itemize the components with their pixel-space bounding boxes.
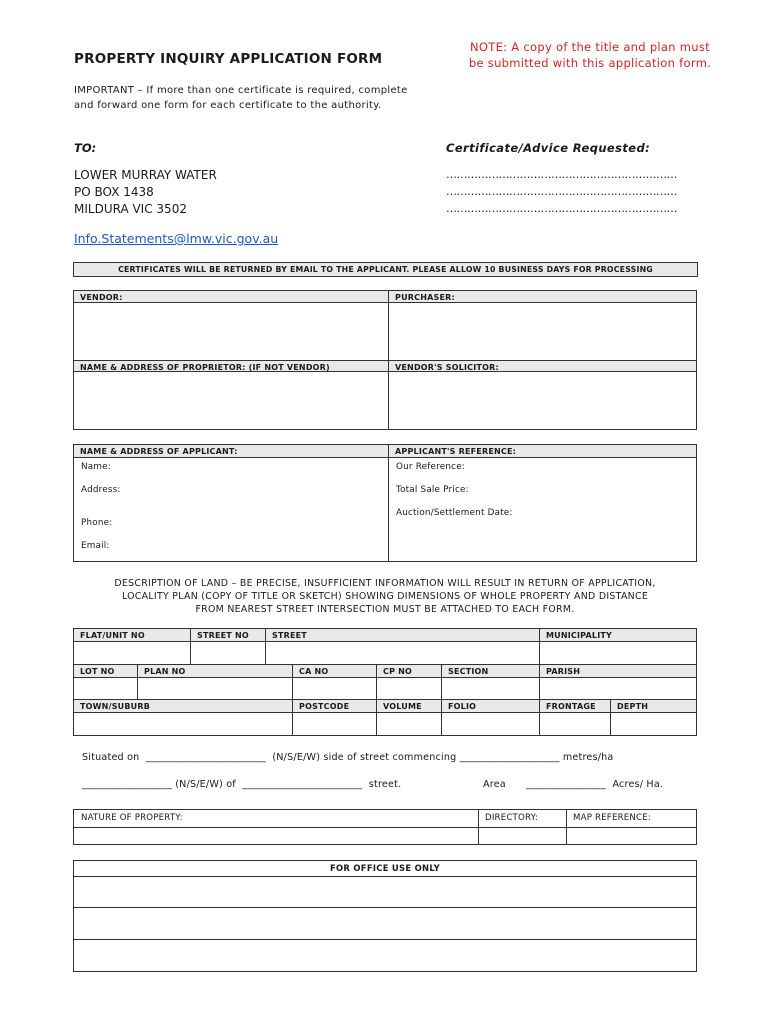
vendor-label: VENDOR: — [80, 293, 123, 302]
directory-field[interactable] — [479, 828, 565, 844]
recipient-line-3: MILDURA VIC 3502 — [74, 202, 187, 216]
applicant-email-field[interactable]: Email: — [81, 541, 110, 551]
situated-line-2[interactable]: __________________ (N/S/E/W) of ________________________ street. — [82, 779, 402, 790]
flat-unit-no-field[interactable] — [75, 642, 189, 664]
map-reference-label: MAP REFERENCE: — [573, 813, 651, 823]
ca-no-label: CA NO — [299, 667, 329, 676]
certificate-dots-1[interactable]: ………………………………………………………… — [446, 168, 677, 181]
street-label: STREET — [272, 631, 307, 640]
plan-no-field[interactable] — [138, 677, 291, 699]
parish-field[interactable] — [540, 677, 695, 699]
important-line-2: and forward one form for each certificate to the authority. — [74, 100, 382, 111]
important-line-1: IMPORTANT – If more than one certificate is required, complete — [74, 85, 408, 96]
lot-no-field[interactable] — [75, 677, 136, 699]
situated-line-1[interactable]: Situated on ________________________ (N/S/E/W) side of street commencing ____________________ metres/ha — [82, 752, 614, 763]
nature-of-property-field[interactable] — [75, 828, 477, 844]
cp-no-label: CP NO — [383, 667, 413, 676]
total-sale-price-field[interactable]: Total Sale Price: — [396, 485, 469, 495]
certificate-dots-2[interactable]: ………………………………………………………… — [446, 185, 677, 198]
map-reference-field[interactable] — [567, 828, 695, 844]
folio-label: FOLIO — [448, 702, 477, 711]
office-use-box — [73, 860, 697, 972]
office-use-row[interactable] — [75, 877, 695, 907]
volume-label: VOLUME — [383, 702, 422, 711]
title-plan-note — [440, 39, 740, 71]
street-no-label: STREET NO — [197, 631, 249, 640]
description-line-1: DESCRIPTION OF LAND – BE PRECISE, INSUFFICIENT INFORMATION WILL RESULT IN RETURN OF APPLICATION, — [114, 578, 656, 589]
cp-no-field[interactable] — [377, 677, 440, 699]
recipient-line-2: PO BOX 1438 — [74, 185, 154, 199]
applicant-name-field[interactable]: Name: — [81, 462, 111, 472]
street-field[interactable] — [266, 642, 538, 664]
applicant-box — [73, 444, 697, 562]
to-label: TO: — [74, 141, 97, 155]
proprietor-field[interactable] — [75, 374, 387, 428]
solicitor-field[interactable] — [390, 374, 696, 428]
applicant-name-address-label: NAME & ADDRESS OF APPLICANT: — [80, 447, 238, 456]
directory-label: DIRECTORY: — [485, 813, 538, 823]
certificate-dots-3[interactable]: ………………………………………………………… — [446, 202, 677, 215]
office-use-header: FOR OFFICE USE ONLY — [329, 863, 441, 873]
street-no-field[interactable] — [191, 642, 264, 664]
vendor-field[interactable] — [75, 304, 387, 359]
town-suburb-field[interactable] — [75, 712, 291, 734]
recipient-line-1: LOWER MURRAY WATER — [74, 168, 217, 182]
important-notice — [74, 83, 434, 113]
recipient-address — [74, 167, 217, 218]
flat-unit-no-label: FLAT/UNIT NO — [80, 631, 145, 640]
proprietor-label: NAME & ADDRESS OF PROPRIETOR: (IF NOT VENDOR) — [80, 363, 330, 372]
our-reference-field[interactable]: Our Reference: — [396, 462, 465, 472]
lot-no-label: LOT NO — [80, 667, 115, 676]
applicant-address-field[interactable]: Address: — [81, 485, 121, 495]
ca-no-field[interactable] — [293, 677, 375, 699]
vendor-purchaser-header-row — [74, 291, 696, 303]
property-details-box — [73, 809, 697, 845]
volume-field[interactable] — [377, 712, 440, 734]
postcode-label: POSTCODE — [299, 702, 350, 711]
frontage-label: FRONTAGE — [546, 702, 596, 711]
nature-of-property-label: NATURE OF PROPERTY: — [81, 813, 183, 823]
land-description-instructions — [80, 577, 690, 616]
section-field[interactable] — [442, 677, 538, 699]
land-details-grid — [73, 628, 697, 736]
note-line-2: be submitted with this application form. — [468, 56, 712, 70]
certificate-requested-fields[interactable] — [446, 166, 677, 217]
purchaser-label: PURCHASER: — [395, 293, 455, 302]
certificate-requested-label: Certificate/Advice Requested: — [446, 141, 651, 155]
recipient-email-link[interactable]: Info.Statements@lmw.vic.gov.au — [74, 231, 279, 246]
applicant-reference-label: APPLICANT'S REFERENCE: — [395, 447, 517, 456]
solicitor-label: VENDOR'S SOLICITOR: — [395, 363, 499, 372]
office-use-row[interactable] — [75, 908, 695, 939]
postcode-field[interactable] — [293, 712, 375, 734]
folio-field[interactable] — [442, 712, 538, 734]
applicant-phone-field[interactable]: Phone: — [81, 518, 113, 528]
office-use-row[interactable] — [75, 940, 695, 971]
auction-settlement-date-field[interactable]: Auction/Settlement Date: — [396, 508, 513, 518]
municipality-field[interactable] — [540, 642, 695, 664]
depth-field[interactable] — [611, 712, 695, 734]
description-line-3: FROM NEAREST STREET INTERSECTION MUST BE ATTACHED TO EACH FORM. — [195, 604, 575, 615]
town-suburb-label: TOWN/SUBURB — [80, 702, 151, 711]
parish-label: PARISH — [546, 667, 581, 676]
frontage-field[interactable] — [540, 712, 609, 734]
processing-banner: CERTIFICATES WILL BE RETURNED BY EMAIL TO THE APPLICANT. PLEASE ALLOW 10 BUSINESS DAYS FOR PROCESSING — [73, 262, 698, 277]
municipality-label: MUNICIPALITY — [546, 631, 613, 640]
section-label: SECTION — [448, 667, 489, 676]
note-line-1: NOTE: A copy of the title and plan must — [470, 40, 710, 54]
purchaser-field[interactable] — [390, 304, 696, 359]
page-title: PROPERTY INQUIRY APPLICATION FORM — [74, 51, 383, 67]
area-label: Area — [483, 779, 506, 790]
plan-no-label: PLAN NO — [144, 667, 186, 676]
description-line-2: LOCALITY PLAN (COPY OF TITLE OR SKETCH) SHOWING DIMENSIONS OF WHOLE PROPERTY AND DISTANCE — [121, 591, 649, 602]
depth-label: DEPTH — [617, 702, 649, 711]
parties-box — [73, 290, 697, 430]
acres-field[interactable]: ________________ Acres/ Ha. — [526, 779, 664, 790]
